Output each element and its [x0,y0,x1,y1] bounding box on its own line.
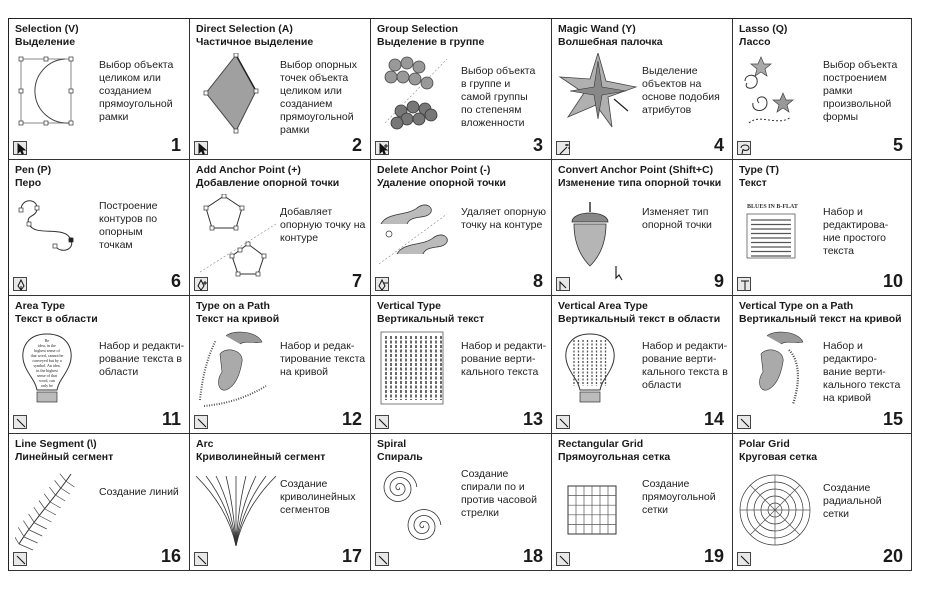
tool-description [823,340,900,405]
description-line: целиком или [280,85,342,97]
tool-name-ru: Частичное выделение [196,36,314,48]
tool-name-en: Polar Grid [739,438,790,450]
tool-number: 10 [882,271,903,291]
tool-card-convert-anchor-point [552,160,733,296]
tool-name-en: Lasso (Q) [739,23,788,35]
description-line: Набор и редакти- [461,340,547,352]
description-line: вание верти- [823,366,886,378]
tool-name-ru: Текст в области [15,313,98,325]
description-line: основе подобия [642,91,720,103]
description-line: тирование текста [280,353,366,365]
description-line: Изменяет тип [642,206,709,218]
tool-card-vertical-type [371,296,552,434]
tool-name-en: Pen (P) [15,164,52,176]
tool-name-en: Convert Anchor Point (Shift+C) [558,164,714,176]
tool-illustration-selection [15,53,95,141]
tool-name-ru: Перо [15,177,42,189]
description-line: сегментов [280,504,330,516]
area-type-sample-line: Be [44,338,50,343]
description-line: прямоугольной [99,98,173,110]
tool-description [642,65,720,117]
tool-description [642,478,716,517]
tool-name-ru: Текст на кривой [196,313,280,325]
area-type-sample-line: highest sense of [34,348,60,353]
tool-description [99,59,173,124]
description-line: точку на контуре [461,219,543,231]
tool-name-en: Add Anchor Point (+) [196,164,301,176]
description-line: созданием [99,85,152,97]
tool-card-line-segment [9,434,190,571]
description-line: объектов на [642,78,702,90]
description-line: рование верти- [642,353,717,365]
tool-name-ru: Криволинейный сегмент [196,451,326,463]
tool-number: 5 [892,135,903,155]
tool-name-ru: Добавление опорной точки [196,177,340,189]
tool-description [99,200,157,252]
description-line: редактирова- [823,219,889,231]
description-line: произвольной [823,98,892,110]
tool-card-type-on-path [190,296,371,434]
tool-number: 16 [160,546,181,566]
tool-name-ru: Вертикальный текст [377,313,485,325]
description-line: формы [823,111,859,123]
tool-description [823,206,888,258]
tool-number: 11 [161,409,181,429]
description-line: Создание линий [99,486,179,498]
tool-illustration-type-on-path [196,330,276,418]
description-line: сетки [823,508,850,520]
tool-name-en: Line Segment (\) [15,438,97,450]
tool-description [280,340,365,379]
tool-number: 19 [703,546,724,566]
tool-card-lasso [733,19,912,160]
description-line: прямоугольной [280,111,354,123]
tool-number: 13 [522,409,543,429]
description-line: созданием [280,98,333,110]
tool-illustration-spiral [377,468,457,556]
convert-anchor-point-tool-icon [556,277,570,291]
description-line: рование верти- [461,353,536,365]
lasso-tool-icon [737,141,751,155]
description-line: Выбор объекта [461,65,536,77]
tool-number: 14 [703,409,724,429]
description-line: рамки [823,85,853,97]
description-line: на кривой [280,366,329,378]
tool-illustration-magic-wand [558,53,638,141]
description-line: Набор и редак- [280,340,355,352]
tool-description [99,340,184,379]
tool-number: 2 [351,135,362,155]
group-selection-tool-icon [375,141,389,155]
tool-number: 20 [882,546,903,566]
description-line: области [99,366,139,378]
tool-illustration-arc [196,468,276,556]
tool-illustration-direct-selection [196,53,276,141]
tool-name-en: Rectangular Grid [558,438,644,450]
tool-description [461,206,546,232]
tool-number: 6 [170,271,181,291]
description-line: Выбор опорных [280,59,357,71]
tool-name-ru: Удаление опорной точки [377,177,506,189]
area-type-sample-line: word, can [39,378,55,383]
tool-card-spiral [371,434,552,571]
tool-card-pen [9,160,190,296]
description-line: ние простого [823,232,887,244]
tool-card-type [733,160,912,296]
tool-name-ru: Выделение в группе [377,36,485,48]
description-line: текста [823,245,855,257]
tool-illustration-line-segment [15,468,95,556]
area-type-sample-line: that word, cannot be [30,353,64,358]
tool-name-ru: Текст [739,177,767,189]
description-line: контуре [280,232,319,244]
tool-description [461,340,546,379]
tool-name-en: Type on a Path [196,300,270,312]
tool-illustration-polar-grid [739,468,819,556]
tool-description [642,340,728,392]
tool-description [280,206,365,245]
description-line: целиком или [99,72,161,84]
tool-description [461,65,535,130]
tool-name-en: Direct Selection (A) [196,23,293,35]
tool-description [280,59,357,137]
area-type-tool-icon [13,415,27,429]
tool-description [99,486,179,499]
tool-number: 8 [532,271,543,291]
description-line: против часовой [461,494,537,506]
area-type-sample-line: symbol. An idea, [33,363,61,368]
tool-illustration-type [739,194,819,282]
tool-name-ru: Изменение типа опорной точки [558,177,722,189]
description-line: точек объекта [280,72,349,84]
description-line: Построение [99,200,158,212]
description-line: опорную точку на [280,219,366,231]
type-tool-icon [737,277,751,291]
magic-wand-tool-icon [556,141,570,155]
description-line: Добавляет [280,206,333,218]
description-line: рамки [99,111,129,123]
spiral-tool-icon [375,552,389,566]
tool-number: 9 [713,271,724,291]
tool-card-magic-wand [552,19,733,160]
tool-number: 12 [341,409,362,429]
tool-name-en: Selection (V) [15,23,79,35]
description-line: на кривой [823,392,872,404]
description-line: Набор и редакти- [642,340,728,352]
tool-description [823,59,897,124]
direct-selection-tool-icon [194,141,208,155]
tool-name-en: Vertical Area Type [558,300,648,312]
description-line: кального текста [823,379,901,391]
description-line: вложенности [461,117,525,129]
tool-name-en: Vertical Type on a Path [739,300,854,312]
description-line: контуров по [99,213,158,225]
tool-name-en: Vertical Type [377,300,442,312]
vertical-area-type-tool-icon [556,415,570,429]
type-on-path-tool-icon [194,415,208,429]
add-anchor-point-tool-icon [194,277,208,291]
type-sample-heading: BLUES IN B-FLAT [747,204,798,210]
vertical-type-on-path-tool-icon [737,415,751,429]
tool-name-ru: Лассо [739,36,771,48]
area-type-sample-line: sense of that [37,373,57,378]
area-type-sample-line: in the highest [36,368,58,373]
description-line: области [642,379,682,391]
tool-number: 17 [341,546,362,566]
tool-card-direct-selection [190,19,371,160]
description-line: рование текста в [99,353,182,365]
tool-name-ru: Выделение [15,36,76,48]
selection-tool-icon [13,141,27,155]
description-line: Создание [280,478,328,490]
tool-card-vertical-type-on-path [733,296,912,434]
description-line: сетки [642,504,669,516]
tool-name-en: Arc [196,438,214,450]
tool-name-ru: Круговая сетка [739,451,818,463]
rectangular-grid-tool-icon [556,552,570,566]
area-type-sample-line: only be [41,383,53,388]
tool-description [280,478,355,517]
tool-name-ru: Прямоугольная сетка [558,451,671,463]
tool-number: 7 [351,271,362,291]
description-line: Выделение [642,65,698,77]
tool-number: 15 [882,409,903,429]
description-line: рамки [280,124,310,136]
description-line: Набор и редакти- [99,340,185,352]
description-line: Создание [823,482,871,494]
description-line: кального текста [461,366,539,378]
tool-name-en: Delete Anchor Point (-) [377,164,491,176]
description-line: в группе и [461,78,511,90]
tool-description [461,468,537,520]
tool-illustration-area-type [15,330,95,418]
area-type-sample-line: conveyed but by a [32,358,62,363]
description-line: самой группы [461,91,528,103]
description-line: опорной точки [642,219,712,231]
tool-illustration-vertical-type-on-path [739,330,819,418]
tool-reference-grid [8,18,912,571]
tool-illustration-delete-anchor-point [377,194,457,282]
tool-name-en: Spiral [377,438,407,450]
tool-name-ru: Линейный сегмент [15,451,114,463]
description-line: Создание [461,468,509,480]
description-line: редактиро- [823,353,877,365]
tool-illustration-lasso [739,53,819,141]
description-line: Создание [642,478,690,490]
tool-card-arc [190,434,371,571]
tool-name-en: Area Type [15,300,65,312]
tool-card-polar-grid [733,434,912,571]
description-line: по степеням [461,104,522,116]
area-type-sample-line: idea, in the [38,343,56,348]
tool-illustration-vertical-area-type [558,330,638,418]
tool-name-en: Group Selection [377,23,459,35]
tool-illustration-pen [15,194,95,282]
vertical-type-tool-icon [375,415,389,429]
tool-description [642,206,712,232]
description-line: прямоугольной [642,491,716,503]
description-line: построением [823,72,887,84]
description-line: опорным [99,226,143,238]
description-line: радиальной [823,495,882,507]
tool-name-en: Magic Wand (Y) [558,23,636,35]
description-line: Выбор объекта [823,59,898,71]
description-line: Выбор объекта [99,59,174,71]
description-line: точкам [99,239,133,251]
description-line: криволинейных [280,491,356,503]
polar-grid-tool-icon [737,552,751,566]
description-line: стрелки [461,507,499,519]
tool-name-ru: Волшебная палочка [558,36,663,48]
tool-illustration-group-selection [377,53,457,141]
arc-tool-icon [194,552,208,566]
tool-name-ru: Вертикальный текст на кривой [739,313,902,325]
tool-description [823,482,882,521]
tool-card-add-anchor-point [190,160,371,296]
tool-illustration-rectangular-grid [558,468,638,556]
tool-number: 18 [522,546,543,566]
tool-illustration-vertical-type [377,330,457,418]
tool-number: 3 [532,135,543,155]
description-line: Удаляет опорную [461,206,546,218]
tool-card-vertical-area-type [552,296,733,434]
tool-card-delete-anchor-point [371,160,552,296]
tool-number: 1 [170,135,181,155]
delete-anchor-point-tool-icon [375,277,389,291]
tool-name-ru: Спираль [377,451,423,463]
tool-name-en: Type (T) [739,164,780,176]
pen-tool-icon [13,277,27,291]
tool-card-area-type [9,296,190,434]
description-line: кального текста в [642,366,728,378]
description-line: спирали по и [461,481,525,493]
description-line: Набор и [823,206,863,218]
tool-illustration-add-anchor-point [196,194,276,282]
tool-card-selection [9,19,190,160]
description-line: Набор и [823,340,863,352]
line-segment-tool-icon [13,552,27,566]
tool-number: 4 [713,135,724,155]
tool-card-rectangular-grid [552,434,733,571]
tool-card-group-selection [371,19,552,160]
tool-name-ru: Вертикальный текст в области [558,313,721,325]
tool-illustration-convert-anchor-point [558,194,638,282]
description-line: атрибутов [642,104,692,116]
